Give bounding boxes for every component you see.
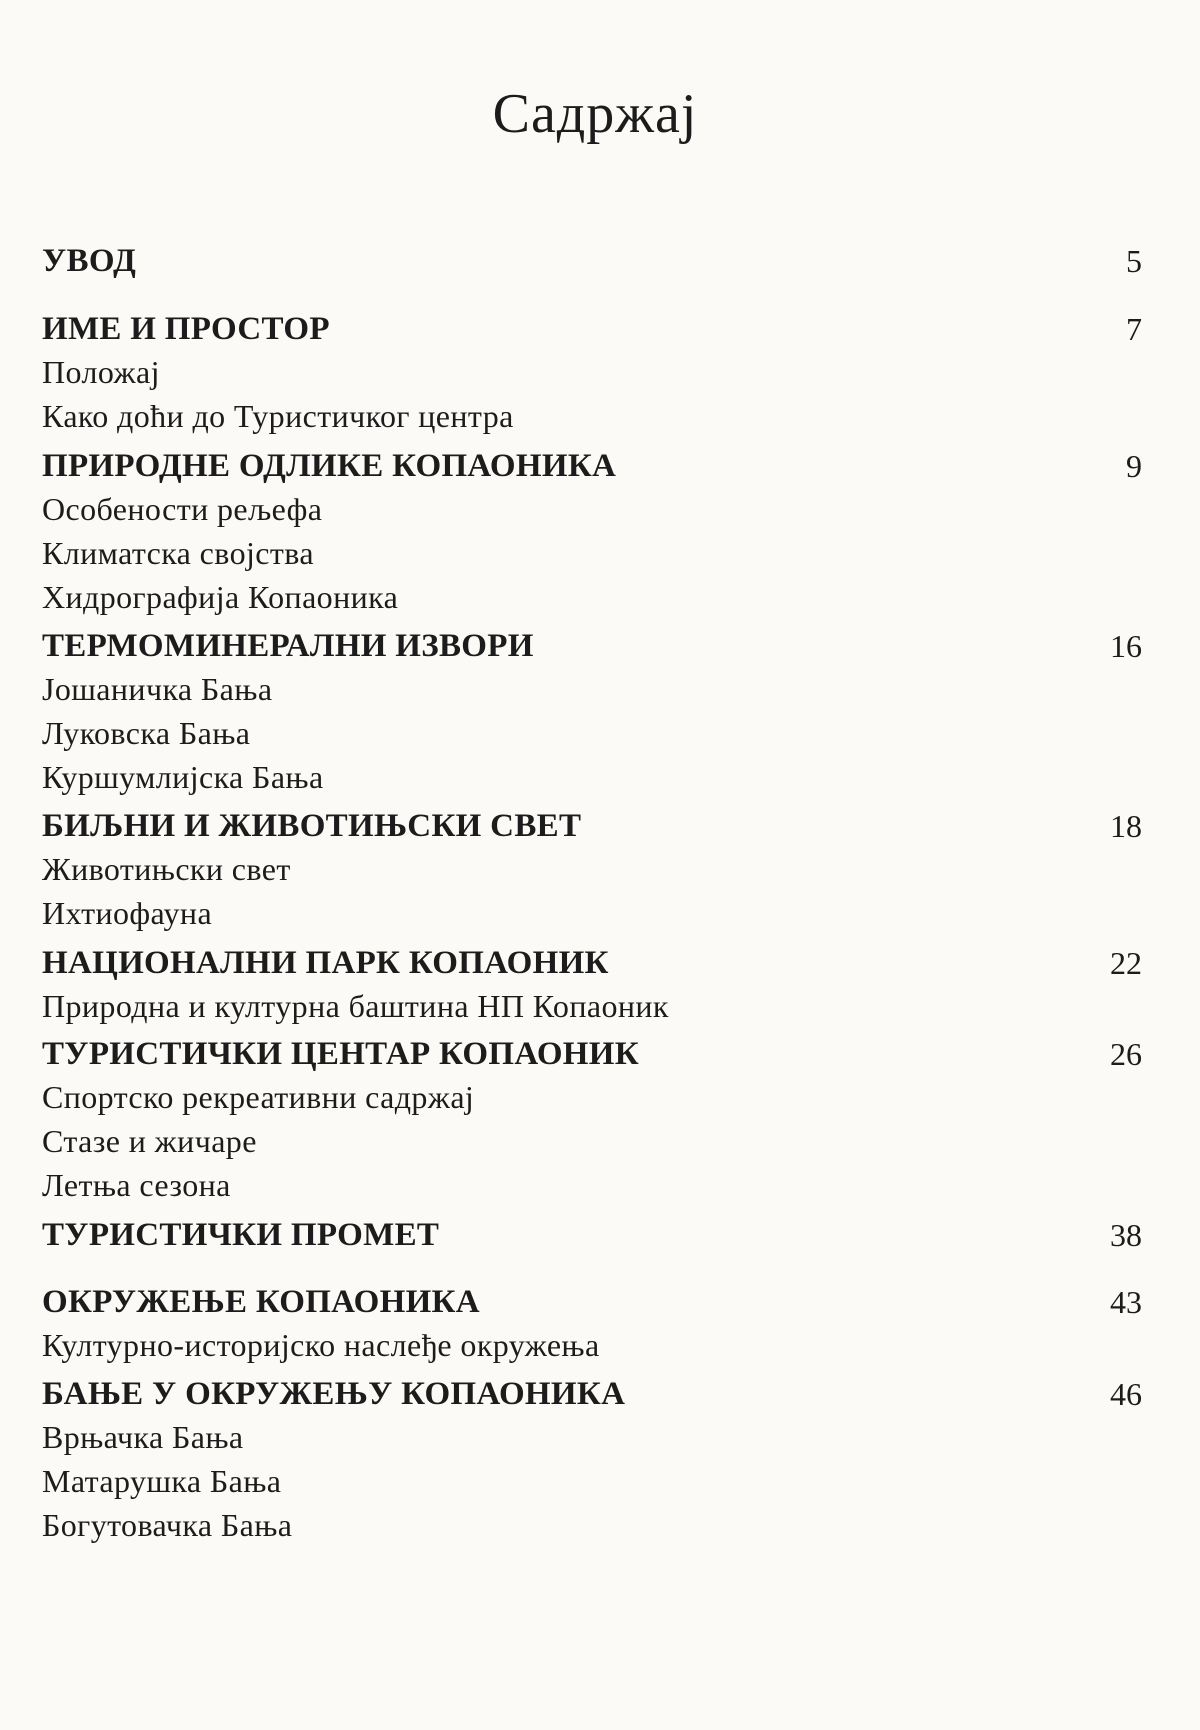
- toc-section-title: БАЊЕ У ОКРУЖЕЊУ КОПАОНИКА: [42, 1376, 626, 1412]
- toc-subsection[interactable]: Врњачка Бања: [42, 1419, 244, 1455]
- toc-section-title: ТЕРМОМИНЕРАЛНИ ИЗВОРИ: [42, 628, 534, 664]
- toc-section-title: ПРИРОДНЕ ОДЛИКЕ КОПАОНИКА: [42, 448, 617, 484]
- toc-page-number: 22: [1110, 945, 1142, 981]
- dot-leader: [342, 308, 1062, 348]
- dot-leader: [492, 1281, 1062, 1321]
- toc-section-title: УВОД: [42, 243, 137, 279]
- toc-section-heading[interactable]: [42, 308, 1142, 348]
- toc-page-number: 38: [1110, 1217, 1142, 1253]
- toc-subsection[interactable]: Како доћи до Туристичког центра: [42, 398, 514, 434]
- toc-page-number: 26: [1110, 1036, 1142, 1072]
- toc-subsection[interactable]: Летња сезона: [42, 1167, 231, 1203]
- toc-subsection[interactable]: Јошаничка Бања: [42, 671, 273, 707]
- dot-leader: [621, 942, 1062, 982]
- toc-section-title: ТУРИСТИЧКИ ЦЕНТАР КОПАОНИК: [42, 1036, 639, 1072]
- toc-page-number: 16: [1110, 628, 1142, 664]
- toc-subsection[interactable]: Стазе и жичаре: [42, 1123, 257, 1159]
- toc-page-number: 5: [1126, 243, 1142, 279]
- toc-subsection[interactable]: Куршумлијска Бања: [42, 759, 324, 795]
- toc-section-heading[interactable]: [42, 942, 1142, 982]
- dot-leader: [593, 805, 1062, 845]
- toc-page-number: 9: [1126, 448, 1142, 484]
- toc-section-heading[interactable]: [42, 240, 1142, 280]
- toc-section-title: ИМЕ И ПРОСТОР: [42, 311, 330, 347]
- toc-section-title: ТУРИСТИЧКИ ПРОМЕТ: [42, 1217, 440, 1253]
- toc-section-heading[interactable]: [42, 1373, 1142, 1413]
- toc-subsection[interactable]: Хидрографија Копаоника: [42, 579, 399, 615]
- toc-subsection[interactable]: Животињски свет: [42, 851, 291, 887]
- dot-leader: [451, 1214, 1062, 1254]
- toc-section-heading[interactable]: [42, 1281, 1142, 1321]
- toc-subsection[interactable]: Климатска својства: [42, 535, 314, 571]
- toc-section-heading[interactable]: [42, 1214, 1142, 1254]
- toc-section-title: НАЦИОНАЛНИ ПАРК КОПАОНИК: [42, 945, 609, 981]
- toc-section-heading[interactable]: [42, 1033, 1142, 1073]
- toc-subsection[interactable]: Ихтиофауна: [42, 895, 213, 931]
- toc-page-number: 18: [1110, 808, 1142, 844]
- toc-page-number: 7: [1126, 311, 1142, 347]
- dot-leader: [651, 1033, 1062, 1073]
- dot-leader: [628, 445, 1062, 485]
- toc-section-title: БИЉНИ И ЖИВОТИЊСКИ СВЕТ: [42, 808, 582, 844]
- toc-subsection[interactable]: Богутовачка Бања: [42, 1507, 293, 1543]
- dot-leader: [546, 625, 1062, 665]
- toc-page-number: 46: [1110, 1376, 1142, 1412]
- toc-subsection[interactable]: Матарушка Бања: [42, 1463, 282, 1499]
- toc-section-heading[interactable]: [42, 805, 1142, 845]
- toc-subsection[interactable]: Природна и културна баштина НП Копаоник: [42, 988, 669, 1024]
- dot-leader: [148, 240, 1062, 280]
- toc-section-title: ОКРУЖЕЊЕ КОПАОНИКА: [42, 1284, 480, 1320]
- toc-subsection[interactable]: Особености рељефа: [42, 491, 323, 527]
- toc-section-heading[interactable]: [42, 625, 1142, 665]
- toc-subsection[interactable]: Луковска Бања: [42, 715, 251, 751]
- toc-section-heading[interactable]: [42, 445, 1142, 485]
- toc-subsection[interactable]: Културно-историјско наслеђе окружења: [42, 1327, 600, 1363]
- dot-leader: [637, 1373, 1062, 1413]
- toc-subsection[interactable]: Положај: [42, 354, 160, 390]
- toc-subsection[interactable]: Спортско рекреативни садржај: [42, 1079, 475, 1115]
- toc-page-number: 43: [1110, 1284, 1142, 1320]
- page-title: Садржај: [492, 83, 698, 145]
